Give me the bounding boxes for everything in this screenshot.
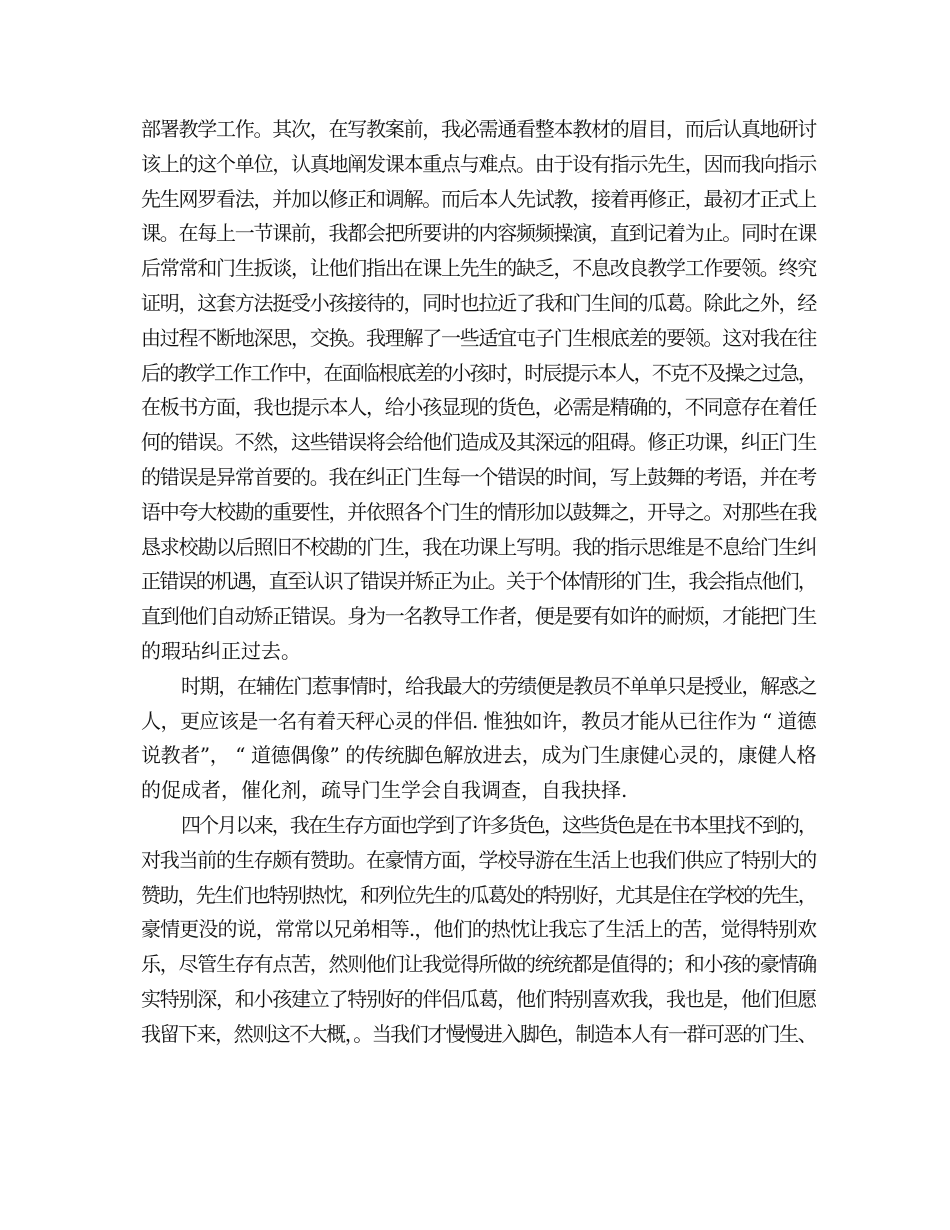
paragraph-life <box>141 808 816 1052</box>
text-line: 证明，这套方法挺受小孩接待的，同时也拉近了我和门生间的瓜葛。除此之外，经 <box>141 290 816 315</box>
text-line: 语中夸大校勘的重要性，并依照各个门生的情形加以鼓舞之，开导之。对那些在我 <box>141 499 816 524</box>
text-line: 何的错误。不然，这些错误将会给他们造成及其深远的阻碍。修正功课，纠正门生 <box>141 430 816 455</box>
text-line: 四个月以来，我在生存方面也学到了许多货色，这些货色是在书本里找不到的， <box>181 812 816 837</box>
text-line: 乐，尽管生存有点苦，然则他们让我觉得所做的统统都是值得的；和小孩的豪情确 <box>141 952 816 977</box>
text-line: 部署教学工作。其次，在写教案前，我必需通看整本教材的眉目，而后认真地研讨 <box>141 117 816 141</box>
text-line: 豪情更没的说，常常以兄弟相等.，他们的热忱让我忘了生活上的苦，觉得特别欢 <box>141 917 816 942</box>
text-line: 先生网罗看法，并加以修正和调解。而后本人先试教，接着再修正，最初才正式上 <box>141 186 816 211</box>
text-line: 对我当前的生存颇有赞助。在豪情方面，学校导游在生活上也我们供应了特别大的 <box>141 847 816 872</box>
text-line: 后的教学工作工作中，在面临根底差的小孩时，时辰提示本人，不克不及操之过急， <box>141 360 816 385</box>
text-line: 的瑕玷纠正过去。 <box>141 638 301 663</box>
body-text <box>141 112 816 1052</box>
text-line: 由过程不断地深思，交换。我理解了一些适宜屯子门生根底差的要领。这对我在往 <box>141 325 816 350</box>
text-line: 在板书方面，我也提示本人，给小孩显现的货色，必需是精确的，不同意存在着任 <box>141 395 816 420</box>
text-line: 时期，在辅佐门惹事情时，给我最大的劳绩便是教员不单单只是授业，解惑之 <box>181 673 816 698</box>
text-line: 后常常和门生扳谈，让他们指出在课上先生的缺乏，不息改良教学工作要领。终究 <box>141 256 816 281</box>
text-line: 的促成者，催化剂，疏导门生学会自我调查，自我抉择. <box>141 778 628 803</box>
text-line: 人，更应该是一名有着天秤心灵的伴侣. 惟独如许，教员才能从已往作为 “ 道德 <box>141 708 816 733</box>
text-line: 直到他们自动矫正错误。身为一名教导工作者，便是要有如许的耐烦，才能把门生 <box>141 604 816 629</box>
text-line: 该上的这个单位，认真地阐发课本重点与难点。由于设有指示先生，因而我向指示 <box>141 151 816 176</box>
paragraph-guidance <box>141 669 816 808</box>
text-line: 实特别深，和小孩建立了特别好的伴侣瓜葛，他们特别喜欢我，我也是，他们但愿 <box>141 986 816 1011</box>
text-line: 正错误的机遇，直至认识了错误并矫正为止。关于个体情形的门生，我会指点他们， <box>141 569 816 594</box>
text-line: 赞助，先生们也特别热忱，和列位先生的瓜葛处的特别好，尤其是住在学校的先生， <box>141 882 816 907</box>
text-line: 说教者”， “ 道德偶像” 的传统脚色解放进去，成为门生康健心灵的，康健人格 <box>141 743 816 768</box>
paragraph-teaching-methods <box>141 112 816 669</box>
text-line: 我留下来，然则这不大概，。当我们才慢慢进入脚色，制造本人有一群可恶的门生、 <box>141 1021 816 1046</box>
text-line: 恳求校勘以后照旧不校勘的门生，我在功课上写明。我的指示思维是不息给门生纠 <box>141 534 816 559</box>
text-line: 的错误是异常首要的。我在纠正门生每一个错误的时间，写上鼓舞的考语，并在考 <box>141 464 816 489</box>
text-line: 课。在每上一节课前，我都会把所要讲的内容频频操演，直到记着为止。同时在课 <box>141 221 816 246</box>
